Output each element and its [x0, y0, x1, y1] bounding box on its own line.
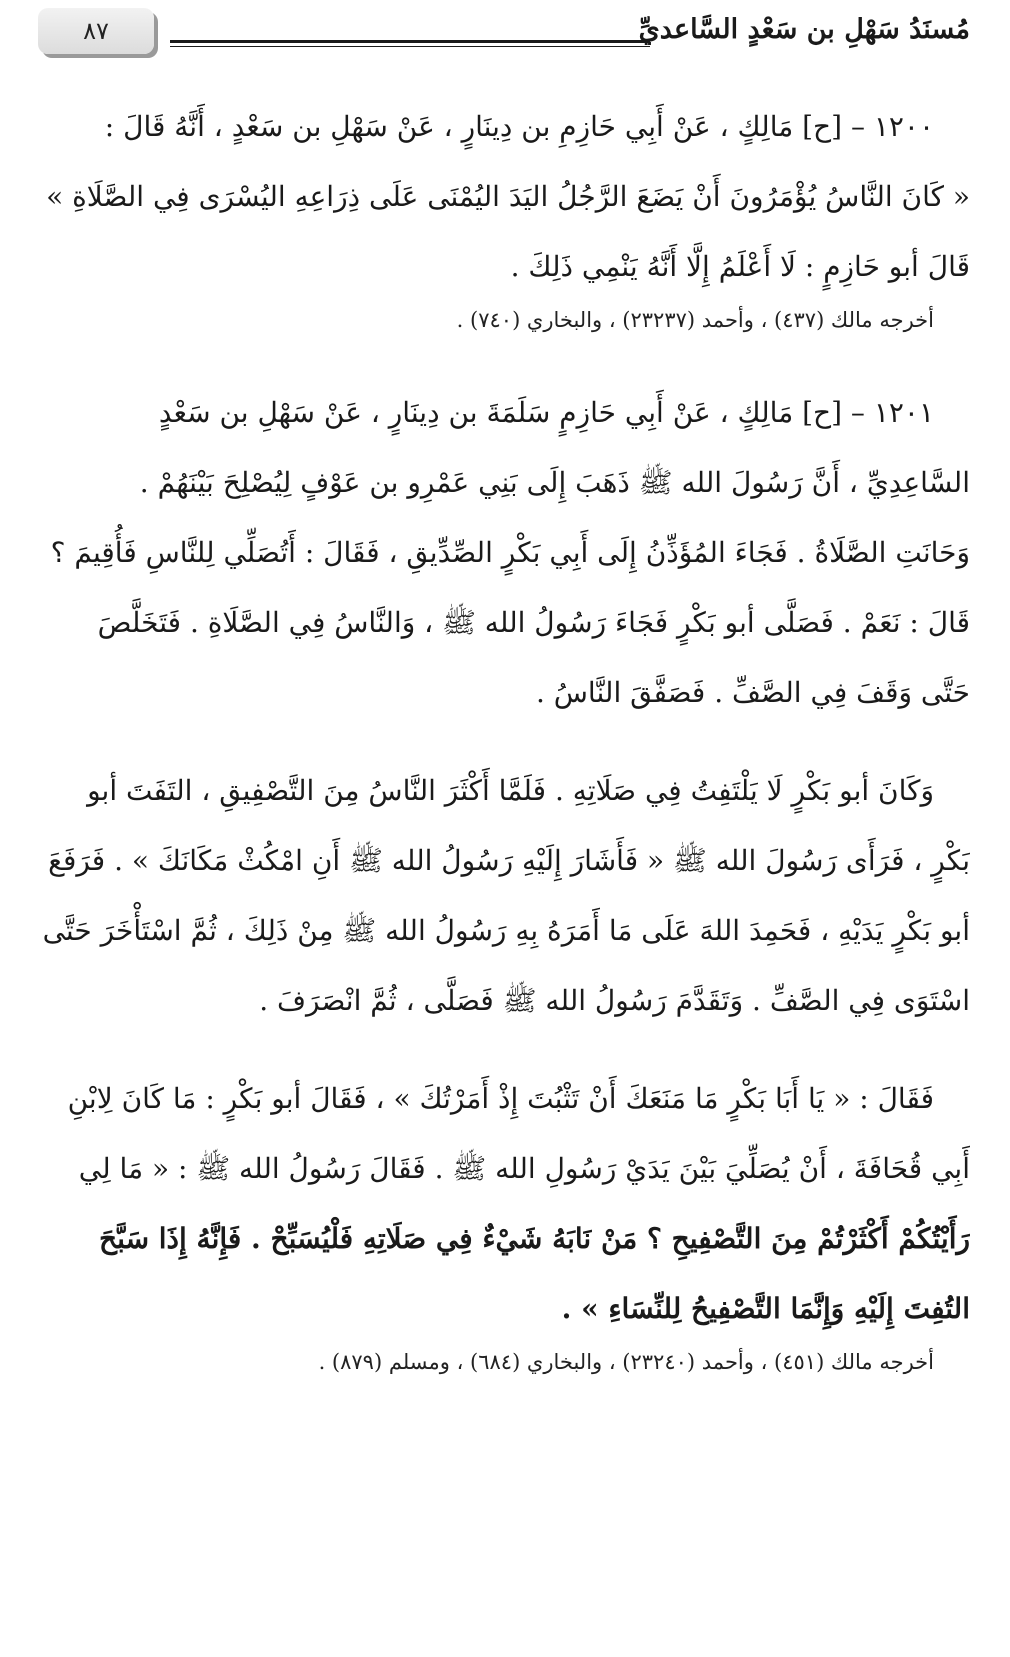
- hadith-1200: [40, 92, 970, 302]
- text-line: قَالَ أبو حَازِمٍ : لَا أَعْلَمُ إِلَّا أَنَّهُ يَنْمِي ذَلِكَ .: [510, 250, 970, 283]
- takhrij-1200: أخرجه مالك (٤٣٧) ، وأحمد (٢٣٢٣٧) ، والبخاري (٧٤٠) .: [456, 308, 934, 332]
- text-line: السَّاعِدِيِّ ، أَنَّ رَسُولَ الله ﷺ ذَهَبَ إِلَى بَنِي عَمْرِو بن عَوْفٍ لِيُصْلِحَ بَيْنَهُمْ .: [139, 466, 970, 499]
- page-header: [38, 8, 970, 64]
- spacer: [40, 728, 970, 756]
- text-line: فَقَالَ : « يَا أَبَا بَكْرٍ مَا مَنَعَكَ أَنْ تَثْبُتَ إِذْ أَمَرْتُكَ » ، فَقَالَ أبو بَكْرٍ : مَا كَانَ لِابْنِ: [67, 1082, 934, 1115]
- spacer: [40, 1036, 970, 1064]
- text-line: « كَانَ النَّاسُ يُؤْمَرُونَ أَنْ يَضَعَ الرَّجُلُ اليَدَ اليُمْنَى عَلَى ذِرَاعِهِ اليُسْرَى فِي الصَّلَاةِ »: [46, 180, 970, 213]
- spacer: [40, 338, 970, 378]
- text-line: أبو بَكْرٍ يَدَيْهِ ، فَحَمِدَ اللهَ عَلَى مَا أَمَرَهُ بِهِ رَسُولُ الله ﷺ مِنْ ذَلِكَ ، ثُمَّ اسْتَأْخَرَ حَتَّى: [42, 914, 970, 947]
- page-content: [40, 92, 970, 1380]
- text-line: وَحَانَتِ الصَّلَاةُ . فَجَاءَ المُؤَذِّنُ إِلَى أَبِي بَكْرٍ الصِّدِّيقِ ، فَقَالَ : أَتُصَلِّي لِلنَّاسِ فَأُقِيمَ ؟: [50, 536, 970, 569]
- text-line: ١٢٠١ – [ح] مَالِكٍ ، عَنْ أَبِي حَازِمٍ سَلَمَةَ بن دِينَارٍ ، عَنْ سَهْلِ بن سَعْدٍ: [158, 396, 934, 429]
- takhrij-1201: أخرجه مالك (٤٥١) ، وأحمد (٢٣٢٤٠) ، والبخاري (٦٨٤) ، ومسلم (٨٧٩) .: [318, 1350, 934, 1374]
- text-line: بَكْرٍ ، فَرَأَى رَسُولَ الله ﷺ « فَأَشَارَ إِلَيْهِ رَسُولُ الله ﷺ أَنِ امْكُثْ مَكَانَكَ » . فَرَفَعَ: [48, 844, 970, 877]
- text-line: قَالَ : نَعَمْ . فَصَلَّى أبو بَكْرٍ فَجَاءَ رَسُولُ الله ﷺ ، وَالنَّاسُ فِي الصَّلَاةِ . فَتَخَلَّصَ: [97, 606, 970, 639]
- text-line: رَأَيْتُكُمْ أَكْثَرْتُمْ مِنَ التَّصْفِيحِ ؟ مَنْ نَابَهُ شَيْءٌ فِي صَلَاتِهِ فَلْيُسَبِّحْ . فَإِنَّهُ إِذَا سَبَّحَ: [99, 1222, 970, 1255]
- text-line: أَبِي قُحَافَةَ ، أَنْ يُصَلِّيَ بَيْنَ يَدَيْ رَسُولِ الله ﷺ . فَقَالَ رَسُولُ الله ﷺ : « مَا لِي: [78, 1152, 970, 1185]
- text-line: ١٢٠٠ – [ح] مَالِكٍ ، عَنْ أَبِي حَازِمِ بن دِينَارٍ ، عَنْ سَهْلِ بن سَعْدٍ ، أَنَّهُ قَالَ :: [104, 110, 934, 143]
- text-line: وَكَانَ أبو بَكْرٍ لَا يَلْتَفِتُ فِي صَلَاتِهِ . فَلَمَّا أَكْثَرَ النَّاسُ مِنَ التَّصْفِيقِ ، التَفَتَ أبو: [87, 774, 934, 807]
- hadith-1201-paragraph-1: [40, 378, 970, 728]
- header-rule: [170, 40, 650, 43]
- hadith-1201-paragraph-3: [40, 1064, 970, 1344]
- text-line: اسْتَوَى فِي الصَّفِّ . وَتَقَدَّمَ رَسُولُ الله ﷺ فَصَلَّى ، ثُمَّ انْصَرَفَ .: [259, 984, 970, 1017]
- page-number: ٨٧: [38, 8, 154, 54]
- running-title: مُسنَدُ سَهْلِ بن سَعْدٍ السَّاعديِّ: [638, 14, 970, 45]
- hadith-1201-paragraph-2: [40, 756, 970, 1036]
- text-line: التُفِتَ إِلَيْهِ وَإِنَّمَا التَّصْفِيحُ لِلنِّسَاءِ » .: [561, 1292, 970, 1325]
- text-line: حَتَّى وَقَفَ فِي الصَّفِّ . فَصَفَّقَ النَّاسُ .: [535, 676, 970, 709]
